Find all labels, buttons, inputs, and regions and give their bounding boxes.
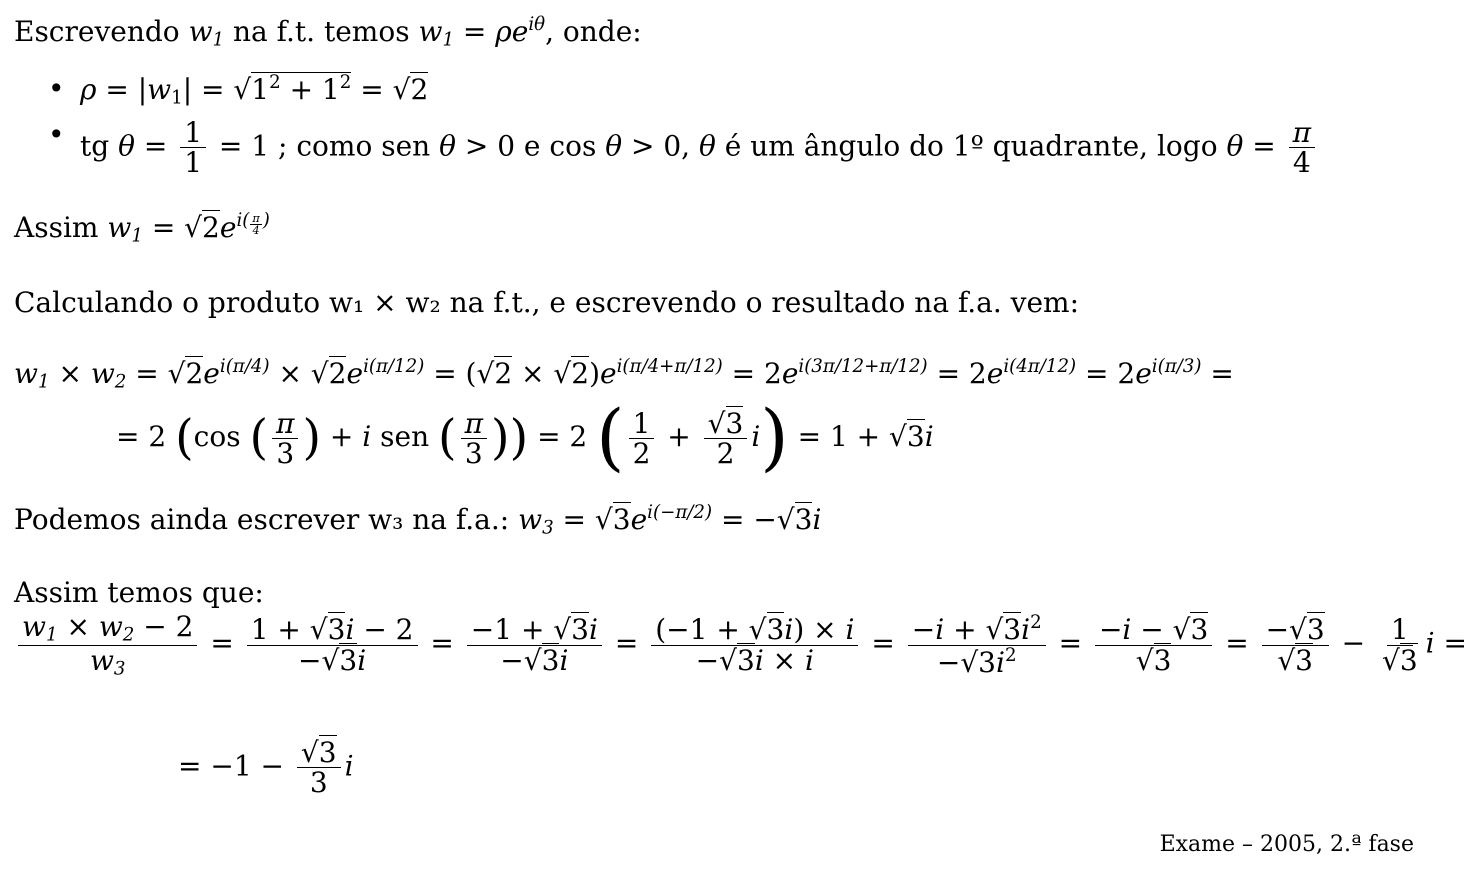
intro-text-1: Escrevendo [14, 14, 180, 48]
calc-sentence: Calculando o produto w₁ × w₂ na f.t., e escrevendo o resultado na f.a. vem: [14, 286, 1080, 319]
podemos-text: Podemos ainda escrever w₃ na f.a.: [14, 502, 510, 536]
intro-text-2: na f.t. temos [233, 14, 410, 48]
assim-w1: Assim $w_1 = √2e^{i( \frac{\pi}{4} )}$ [14, 210, 270, 247]
product-line-2: = 2 (cos ( $\frac{\pi}{3}$ ) + i sen ( $\frac{\pi}{3}$ )) = 2 ( $\frac{1}{2}$ + $\frac{√3}{2}$ i) = 1 + √3i [116, 395, 934, 480]
bullet-theta-and: e [523, 129, 541, 163]
bullet-theta-rest: é um ângulo do 1º quadrante, logo [724, 129, 1218, 163]
quotient-line: $\frac{w_1 \times w_2 - 2}{w_3}$ = $\frac{1 + √3i - 2}{-√3i}$ = $\frac{-1 + √3i}{-√3i}$ = $\frac{(-1 + √3i) \times i}{-√3i \times i}$ = $\frac{-i + √3i^2}{-√3i^2}$ = $\frac{-i - √3}{√3}$ = $\frac{-√3}{√3}$ − $\frac{1}{√3}$ i = [14, 612, 1467, 678]
exam-reference: Exame – 2005, 2.ª fase [1159, 832, 1414, 857]
assim-temos: Assim temos que: [14, 576, 264, 609]
final-line: = −1 − $\frac{√3}{3}$ i [178, 736, 354, 800]
bullet-rho: • $\rho = |w_1| = √1^2 + 1^2 = √2$ [48, 72, 428, 108]
intro-text-3: , onde: [545, 14, 642, 48]
bullet-theta-text: ; como [278, 129, 373, 163]
intro-line: Escrevendo $w_1$ na f.t. temos $w_1 = \rho e^{i\theta}$, onde: [14, 14, 642, 51]
bullet-theta: • tg θ = $\frac{1}{1}$ = 1 ; como sen θ > 0 e cos θ > 0, θ é um ângulo do 1º quadrante, logo θ = $\frac{\pi}{4}$ [48, 118, 1319, 178]
product-line-1: $w_1 \times w_2 = √2e^{i(\pi/4)} \times √2e^{i(\pi/12)} = (√2 \times √2)e^{i(\pi/4+\pi/12)} = 2e^{i(3\pi/12+\pi/12)} = 2e^{i(4\pi/12)} = 2e^{i(\pi/3)}$ = [14, 356, 1234, 393]
assim-label: Assim [14, 210, 99, 244]
podemos-line: Podemos ainda escrever w₃ na f.a.: $w_3 = √3e^{i(-\pi/2)} = -√3i$ [14, 502, 822, 539]
